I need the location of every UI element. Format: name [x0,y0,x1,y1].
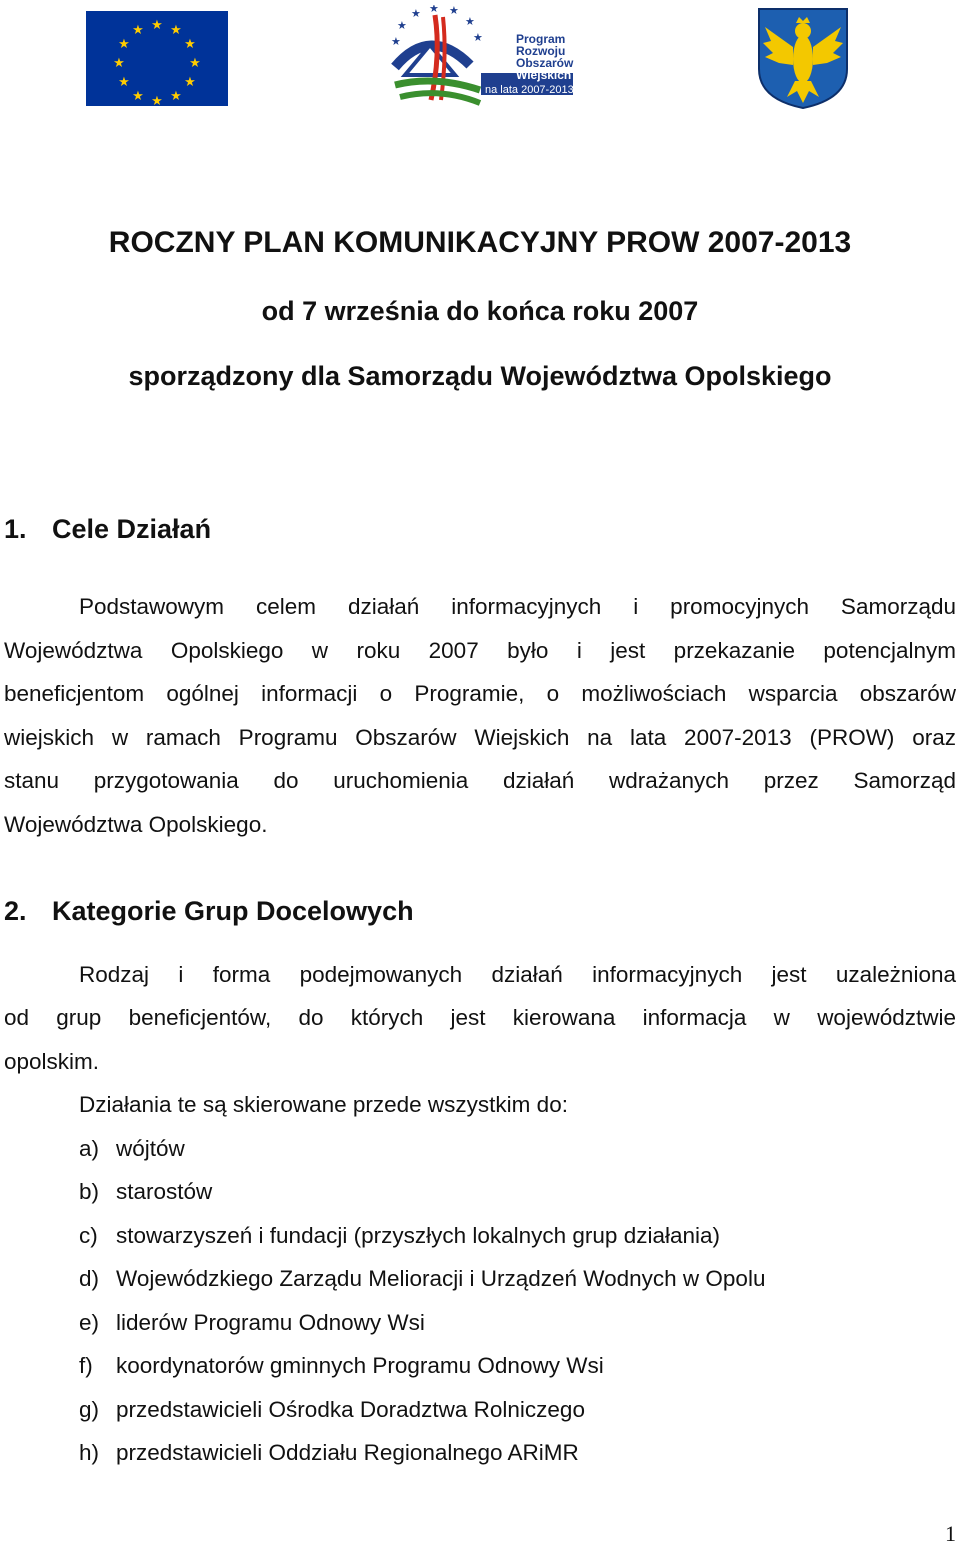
list-item-text: liderów Programu Odnowy Wsi [116,1310,425,1335]
svg-text:★: ★ [118,75,130,90]
svg-text:★: ★ [118,37,130,52]
svg-text:★: ★ [411,7,421,20]
prow-text-line1: Program [516,32,566,46]
svg-text:★: ★ [465,15,475,28]
svg-text:★: ★ [189,56,201,71]
list-item [79,1178,212,1206]
svg-text:★: ★ [151,94,163,106]
section2-intro: Działania te są skierowane przede wszystkim do: [79,1092,568,1117]
eu-flag-logo [86,11,228,106]
prow-emblem [391,5,483,103]
list-item [79,1439,579,1467]
svg-text:★: ★ [132,23,144,38]
svg-text:★: ★ [113,56,125,71]
list-item-label: a) [79,1136,100,1161]
list-item [79,1309,425,1337]
svg-text:★: ★ [151,18,163,33]
list-item-label: h) [79,1440,100,1465]
svg-text:★: ★ [429,5,439,15]
section1-paragraph-line: wiejskich w ramach Programu Obszarów Wiejskich na lata 2007-2013 (PROW) oraz [4,725,956,750]
section2-title: Kategorie Grup Docelowych [52,896,414,926]
section1-title: Cele Działań [52,514,212,544]
prow-text-line5: na lata 2007-2013 [485,84,574,96]
section1-paragraph-line: Województwa Opolskiego w roku 2007 było i jest przekazanie potencjalnym [4,638,956,663]
document-subtitle-recipient: sporządzony dla Samorządu Województwa Opolskiego [128,361,832,391]
section1-paragraph-line: beneficjentom ogólnej informacji o Programie, o możliwościach wsparcia obszarów [4,681,956,706]
svg-text:★: ★ [473,31,483,44]
list-item [79,1396,585,1424]
page-number: 1 [945,1521,956,1546]
document-title: ROCZNY PLAN KOMUNIKACYJNY PROW 2007-2013 [108,226,852,259]
svg-text:★: ★ [397,19,407,32]
list-item-label: g) [79,1397,100,1422]
list-item-label: c) [79,1223,98,1248]
svg-text:★: ★ [170,89,182,104]
list-item-text: wójtów [116,1136,185,1161]
section1-heading [4,514,211,545]
list-item [79,1135,185,1163]
list-item-text: stowarzyszeń i fundacji (przyszłych lokalnych grup działania) [116,1223,721,1248]
list-item [79,1222,720,1250]
section1-paragraph-line: Województwa Opolskiego. [4,812,268,837]
opole-eagle-crest [757,7,849,110]
section1-paragraph-line: Podstawowym celem działań informacyjnych i promocyjnych Samorządu [79,594,956,619]
list-item-text: koordynatorów gminnych Programu Odnowy Wsi [116,1353,604,1378]
svg-text:★: ★ [184,37,196,52]
list-item-label: d) [79,1266,100,1291]
svg-text:★: ★ [449,5,459,17]
list-item-label: e) [79,1310,100,1335]
document-subtitle-date: od 7 września do końca roku 2007 [261,296,699,326]
list-item-text: przedstawicieli Oddziału Regionalnego ARiMR [116,1440,579,1465]
section2-number: 2. [4,896,27,926]
list-item-label: f) [79,1353,93,1378]
list-item-text: Wojewódzkiego Zarządu Melioracji i Urządzeń Wodnych w Opolu [116,1266,766,1291]
prow-text-line3: Obszarów [516,56,574,70]
section2-paragraph-line: opolskim. [4,1049,100,1074]
section1-paragraph-line: stanu przygotowania do uruchomienia działań wdrażanych przez Samorząd [4,768,956,793]
list-item-text: przedstawicieli Ośrodka Doradztwa Rolniczego [116,1397,585,1422]
section1-number: 1. [4,514,27,544]
list-item-label: b) [79,1179,100,1204]
list-item-text: starostów [116,1179,213,1204]
prow-text-line2: Rozwoju [516,44,566,58]
section2-heading [4,896,414,927]
prow-program-logo [385,5,580,112]
prow-text-line4: Wiejskich [516,68,572,82]
svg-text:★: ★ [132,89,144,104]
svg-text:★: ★ [184,75,196,90]
list-item [79,1265,765,1293]
svg-text:★: ★ [391,35,401,48]
svg-text:★: ★ [170,23,182,38]
list-item [79,1352,604,1380]
section2-paragraph-line: Rodzaj i forma podejmowanych działań informacyjnych jest uzależniona [79,962,956,987]
section2-paragraph-line: od grup beneficjentów, do których jest kierowana informacja w województwie [4,1005,956,1030]
